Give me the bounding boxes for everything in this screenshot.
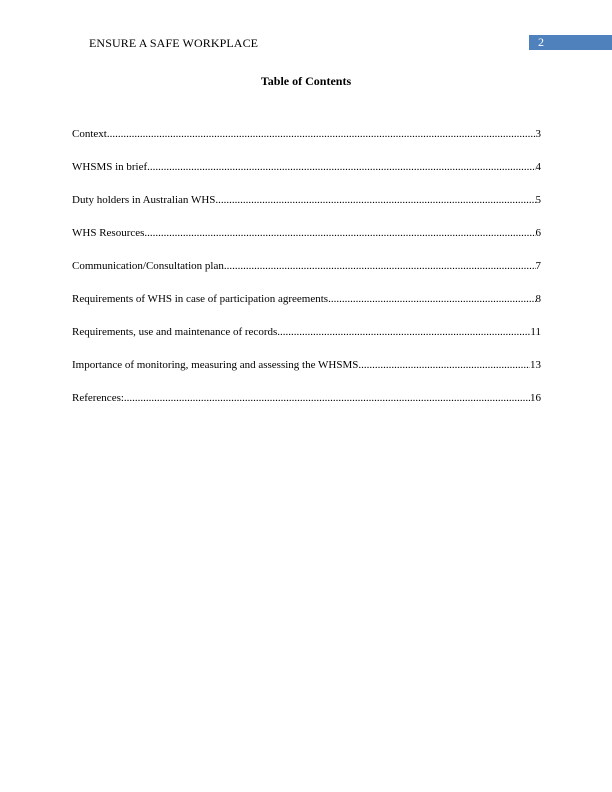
dot-leader — [124, 392, 530, 404]
dot-leader — [215, 194, 535, 206]
running-header: ENSURE A SAFE WORKPLACE — [89, 36, 259, 50]
toc-entry-label: Duty holders in Australian WHS — [72, 194, 216, 206]
toc-entry-communication-plan[interactable] — [72, 260, 541, 293]
toc-entry-label: Importance of monitoring, measuring and assessing the WHSMS — [72, 359, 359, 371]
toc-entry-page: 8 — [535, 293, 541, 305]
toc-entry-label: Communication/Consultation plan — [72, 260, 224, 272]
toc-entry-page: 6 — [535, 227, 541, 239]
toc-entry-page: 11 — [530, 326, 541, 338]
dot-leader — [144, 227, 535, 239]
table-of-contents — [72, 128, 541, 425]
toc-title: Table of Contents — [260, 74, 352, 88]
dot-leader — [277, 326, 530, 338]
dot-leader — [328, 293, 535, 305]
toc-entry-label: WHS Resources — [72, 227, 145, 239]
toc-entry-monitoring[interactable] — [72, 359, 541, 392]
toc-entry-label: Requirements of WHS in case of participation agreements — [72, 293, 329, 305]
toc-entry-label: WHSMS in brief — [72, 161, 148, 173]
toc-entry-label: References: — [72, 392, 124, 404]
toc-entry-label: Requirements, use and maintenance of records — [72, 326, 278, 338]
toc-entry-page: 3 — [535, 128, 541, 140]
dot-leader — [224, 260, 536, 272]
toc-entry-page: 4 — [535, 161, 541, 173]
toc-entry-duty-holders[interactable] — [72, 194, 541, 227]
toc-entry-page: 7 — [535, 260, 541, 272]
page-number-badge: 2 — [529, 35, 612, 50]
toc-entry-label: Context — [72, 128, 107, 140]
dot-leader — [358, 359, 530, 371]
dot-leader — [107, 128, 536, 140]
toc-entry-whs-resources[interactable] — [72, 227, 541, 260]
toc-entry-whsms-in-brief[interactable] — [72, 161, 541, 194]
toc-entry-references[interactable] — [72, 392, 541, 425]
toc-entry-participation-agreements[interactable] — [72, 293, 541, 326]
toc-entry-page: 13 — [530, 359, 541, 371]
toc-entry-context[interactable] — [72, 128, 541, 161]
toc-entry-page: 16 — [530, 392, 541, 404]
toc-entry-page: 5 — [535, 194, 541, 206]
dot-leader — [147, 161, 535, 173]
toc-entry-records[interactable] — [72, 326, 541, 359]
